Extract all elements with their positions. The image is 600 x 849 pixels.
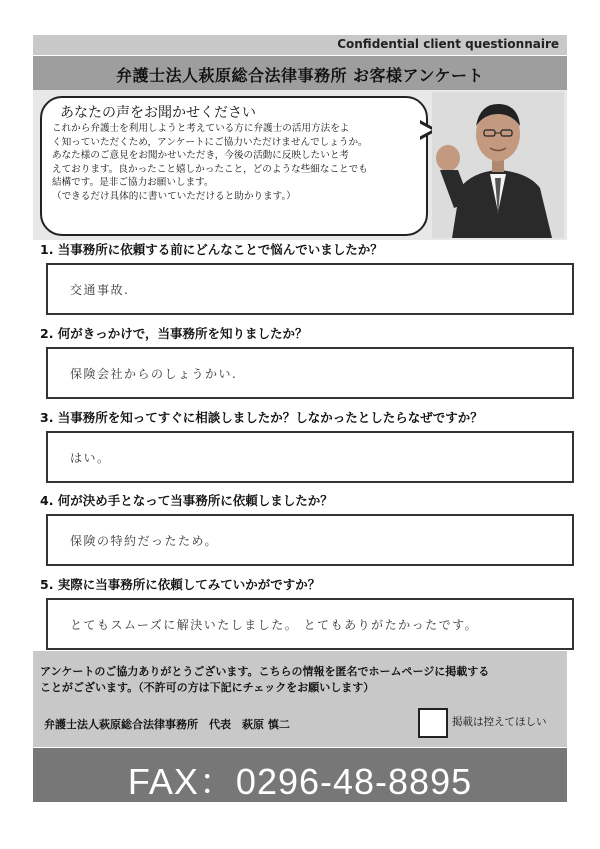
- fax-bar: [33, 748, 567, 802]
- question-3-label: 3. 当事務所を知ってすぐに相談しましたか？しなかったとしたらなぜですか？: [40, 410, 483, 425]
- intro-line: これから弁護士を利用しようと考えている方に弁護士の活用方法をよ: [52, 123, 350, 134]
- answer-4-text: 保険の特約だったため。: [70, 534, 219, 548]
- speech-bubble-tail-inner: [419, 123, 432, 137]
- fax-number: FAX：0296-48-8895: [127, 761, 473, 802]
- thanks-line: アンケートのご協力ありがとうございます。こちらの情報を匿名でホームページに掲載する: [40, 665, 490, 678]
- answer-5-box: [46, 598, 574, 650]
- intro-line: （できるだけ具体的に書いていただけると助かります。）: [52, 190, 296, 202]
- lawyer-photo: [432, 92, 564, 238]
- intro-line: 結構です。是非ご協力お願いします。: [52, 177, 214, 188]
- question-4-label: 4. 何が決め手となって当事務所に依頼しましたか？: [40, 493, 333, 508]
- title-bar: [33, 56, 567, 90]
- confidential-label: Confidential client questionnaire: [337, 37, 559, 51]
- answer-4-box: [46, 514, 574, 566]
- page-title: 弁護士法人萩原総合法律事務所 お客様アンケート: [115, 66, 485, 85]
- answer-1-box: [46, 263, 574, 315]
- no-publish-checkbox[interactable]: [418, 708, 448, 738]
- intro-line: あなた様のご意見をお聞かせいただき，今後の活動に反映したいと考: [52, 150, 350, 161]
- intro-line: く知っていただくため，アンケートにご協力いただけませんでしょうか。: [52, 136, 368, 148]
- answer-2-box: [46, 347, 574, 399]
- answer-1-text: 交通事故.: [70, 283, 130, 297]
- answer-5-text: とてもスムーズに解決いたしました。 とてもありがたかったです。: [70, 618, 479, 632]
- thanks-message: [40, 664, 560, 696]
- answer-3-text: はい。: [70, 451, 111, 465]
- answer-3-box: [46, 431, 574, 483]
- question-1-label: 1. 当事務所に依頼する前にどんなことで悩んでいましたか？: [40, 242, 383, 257]
- no-publish-checkbox-label: 掲載は控えてほしい: [452, 716, 547, 728]
- thanks-line: ことがございます。（不許可の方は下記にチェックをお願いします）: [40, 681, 375, 694]
- intro-line: えております。良かったこと嬉しかったこと，どのような些細なことでも: [52, 163, 368, 175]
- answer-2-text: 保険会社からのしょうかい.: [70, 367, 238, 381]
- question-5-label: 5. 実際に当事務所に依頼してみていかがですか？: [40, 577, 321, 592]
- intro-heading: あなたの声をお聞かせください: [60, 105, 256, 121]
- question-2-label: 2. 何がきっかけで，当事務所を知りましたか？: [40, 326, 308, 341]
- lawyer-portrait-icon: [432, 92, 564, 238]
- representative-name: 弁護士法人萩原総合法律事務所 代表 萩原 慎二: [44, 718, 290, 731]
- confidential-bar: [33, 35, 567, 55]
- intro-body: [52, 122, 416, 203]
